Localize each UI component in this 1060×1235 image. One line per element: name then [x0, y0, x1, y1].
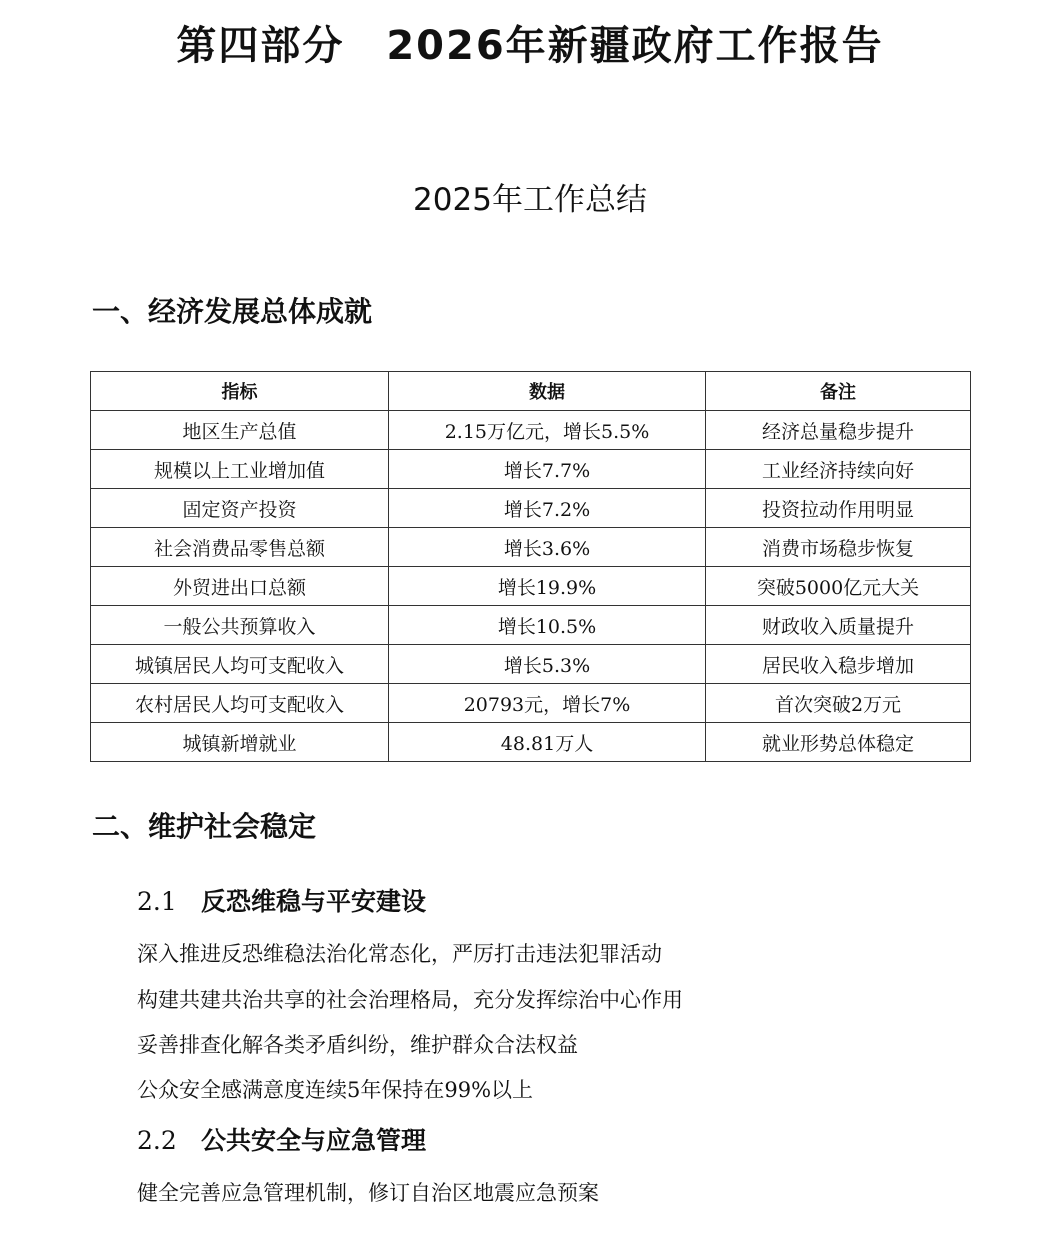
note-cell: 投资拉动作用明显: [706, 489, 971, 528]
subsection-heading-emergency: [137, 1123, 426, 1159]
note-cell: 就业形势总体稳定: [706, 723, 971, 762]
value-cell: 增长7.2%: [389, 489, 706, 528]
indicator-cell: 城镇新增就业: [91, 723, 389, 762]
note-cell: 突破5000亿元大关: [706, 567, 971, 606]
subsection-title: 反恐维稳与平安建设: [201, 887, 427, 916]
value-cell: 增长10.5%: [389, 606, 706, 645]
table-row: [91, 684, 971, 723]
section-heading-stability: 二、维护社会稳定: [92, 810, 317, 843]
subsection-heading-counterterrorism: [137, 884, 426, 920]
indicator-cell: 社会消费品零售总额: [91, 528, 389, 567]
value-cell: 增长19.9%: [389, 567, 706, 606]
note-cell: 财政收入质量提升: [706, 606, 971, 645]
indicator-cell: 固定资产投资: [91, 489, 389, 528]
paragraph-line: 妥善排查化解各类矛盾纠纷，维护群众合法权益: [137, 1033, 578, 1057]
subsection-number: 2.1: [137, 887, 177, 916]
table-header-row: [91, 372, 971, 411]
value-cell: 2.15万亿元，增长5.5%: [389, 411, 706, 450]
table-row: [91, 411, 971, 450]
column-header: 指标: [91, 372, 389, 411]
column-header: 数据: [389, 372, 706, 411]
table-row: [91, 606, 971, 645]
table-row: [91, 450, 971, 489]
value-cell: 增长7.7%: [389, 450, 706, 489]
paragraph-line: 构建共建共治共享的社会治理格局，充分发挥综治中心作用: [137, 988, 683, 1012]
note-cell: 工业经济持续向好: [706, 450, 971, 489]
table-row: [91, 567, 971, 606]
value-cell: 48.81万人: [389, 723, 706, 762]
column-header: 备注: [706, 372, 971, 411]
value-cell: 增长5.3%: [389, 645, 706, 684]
table-row: [91, 489, 971, 528]
table-row: [91, 645, 971, 684]
indicator-cell: 外贸进出口总额: [91, 567, 389, 606]
value-cell: 20793元，增长7%: [389, 684, 706, 723]
table-row: [91, 528, 971, 567]
indicator-cell: 一般公共预算收入: [91, 606, 389, 645]
subsection-title: 公共安全与应急管理: [201, 1126, 427, 1155]
table-row: [91, 723, 971, 762]
indicator-cell: 规模以上工业增加值: [91, 450, 389, 489]
indicator-cell: 农村居民人均可支配收入: [91, 684, 389, 723]
paragraph-line: 健全完善应急管理机制，修订自治区地震应急预案: [137, 1181, 599, 1205]
note-cell: 消费市场稳步恢复: [706, 528, 971, 567]
note-cell: 居民收入稳步增加: [706, 645, 971, 684]
report-subtitle: 2025年工作总结: [413, 182, 647, 218]
note-cell: 经济总量稳步提升: [706, 411, 971, 450]
value-cell: 增长3.6%: [389, 528, 706, 567]
paragraph-line: 公众安全感满意度连续5年保持在99%以上: [137, 1078, 534, 1102]
section-heading-economy: 一、经济发展总体成就: [92, 295, 373, 328]
indicator-cell: 地区生产总值: [91, 411, 389, 450]
indicator-cell: 城镇居民人均可支配收入: [91, 645, 389, 684]
note-cell: 首次突破2万元: [706, 684, 971, 723]
subsection-number: 2.2: [137, 1126, 177, 1155]
economic-indicators-table: [90, 371, 971, 762]
paragraph-line: 深入推进反恐维稳法治化常态化，严厉打击违法犯罪活动: [137, 942, 662, 966]
page-title: 第四部分 2026年新疆政府工作报告: [176, 23, 884, 69]
